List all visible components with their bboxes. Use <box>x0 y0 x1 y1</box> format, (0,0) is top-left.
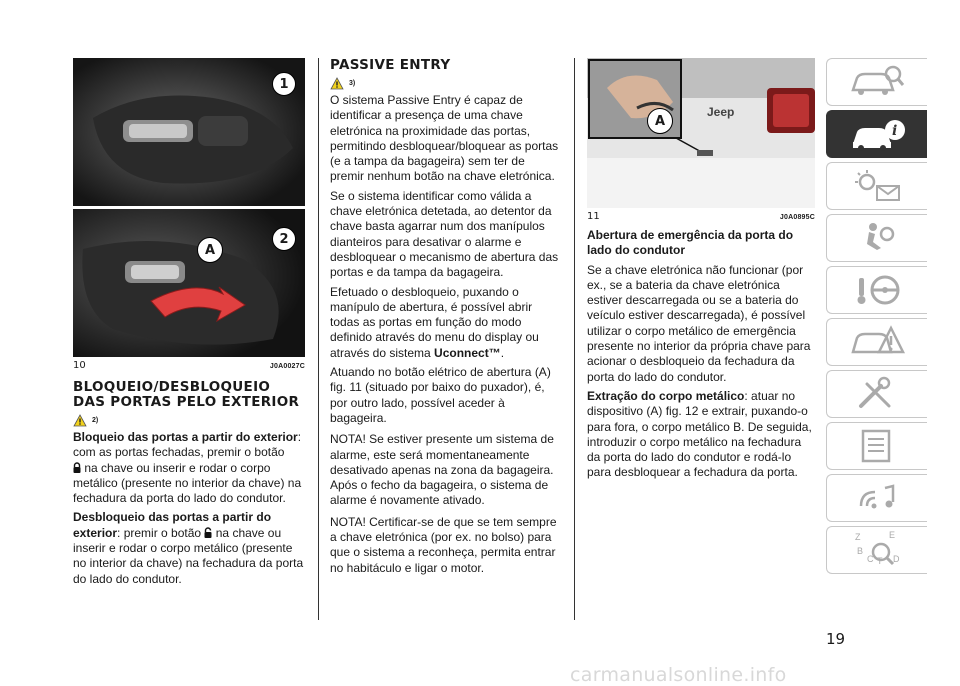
page-number: 19 <box>826 630 846 648</box>
figure-caption <box>587 211 815 222</box>
warning-reference: 3) <box>330 75 562 91</box>
tab-alphabetical-index[interactable] <box>826 526 927 574</box>
figure-10 <box>73 58 305 371</box>
warning-lights-icon <box>847 168 907 204</box>
watermark: carmanualsonline.info <box>570 664 787 686</box>
tailgate-illustration <box>587 58 815 208</box>
callout-A: A <box>197 237 223 263</box>
paragraph-passive-entry-valid-key: Se o sistema identificar como válida a chave eletrónica detetada, ao detentor da chave basta agarrar num dos manípulos dianteiros para desativar o alarme e desbloquear o mecanismo de abertura das portas e da tampa da bagageira. <box>330 188 559 280</box>
index-letter: C <box>867 554 874 564</box>
index-letter: Z <box>855 532 861 542</box>
tab-starting-driving[interactable] <box>826 266 927 314</box>
door-handle-illustration-bottom <box>73 209 305 357</box>
paragraph-locking: Bloqueio das portas a partir do exterior: com as portas fechadas, premir o botão na chave ou inserir e rodar o corpo metálico (presente no interior da chave) na fechadura da porta do lado do condutor. <box>73 430 302 506</box>
paragraph-note-key: NOTA! Certificar-se de que se tem sempre a chave eletrónica (por ex. no bolso) para que o sistema a reconheça, permita entrar no habitáculo e ligar o motor. <box>330 514 557 575</box>
lock-closed-icon <box>73 462 81 473</box>
tailgate-photo <box>587 58 815 208</box>
callout-2: 2 <box>272 227 296 251</box>
index-letter: D <box>893 554 900 564</box>
chapter-sidebar <box>826 58 927 578</box>
column-middle <box>330 58 562 580</box>
tab-technical-data[interactable] <box>826 422 927 470</box>
steering-wheel-icon <box>847 272 907 308</box>
warning-triangle-icon <box>330 77 344 90</box>
callout-1: 1 <box>272 72 296 96</box>
paragraph-boot-button: Atuando no botão elétrico de abertura (A) fig. 11 (situado por baixo do puxador), é, por outro lado, possível aceder à bagageira. <box>330 365 551 425</box>
warning-reference: 2) <box>73 412 305 428</box>
index-letter: E <box>889 530 896 540</box>
warning-triangle-icon <box>73 414 87 427</box>
section-heading-exterior-locking: BLOQUEIO/DESBLOQUEIO DAS PORTAS PELO EXTERIOR <box>73 379 300 410</box>
paragraph-note-alarm: NOTA! Se estiver presente um sistema de alarme, este será momentaneamente desativado apenas na zona da bagageira. Após o fecho da bagageira, o sistema de alarme é novamente ativado. <box>330 432 554 508</box>
tools-icon <box>847 376 907 412</box>
tab-emergency[interactable] <box>826 318 927 366</box>
paragraph-passive-entry-unlock: Efetuado o desbloqueio, puxando o manípulo de abertura, é possível abrir todas as portas em função do modo definido através do menu do display ou através do sistema Uconnect™. <box>330 284 539 360</box>
figure-number: 10 <box>73 360 86 371</box>
column-right <box>587 58 815 485</box>
car-search-icon <box>847 64 907 100</box>
door-handle-photo-bottom <box>73 209 305 357</box>
car-info-icon <box>847 116 907 152</box>
tab-safety[interactable] <box>826 214 927 262</box>
multimedia-icon <box>847 480 907 516</box>
subheading-emergency-opening: Abertura de emergência da porta do lado do condutor <box>587 228 794 258</box>
index-letter: B <box>857 546 864 556</box>
column-divider <box>318 58 319 620</box>
svg-text:i: i <box>892 123 898 139</box>
svg-text:Jeep: Jeep <box>707 105 735 119</box>
section-heading-passive-entry: PASSIVE ENTRY <box>330 57 451 73</box>
paragraph-metal-insert-extraction: Extração do corpo metálico: atuar no dispositivo (A) fig. 12 e extrair, puxando-o para fora, o corpo metálico B. De seguida, introduzir o corpo metálico na fechadura da porta do lado do condutor e rodá-lo para desbloquear a fechadura da porta. <box>587 388 812 480</box>
tab-multimedia[interactable] <box>826 474 927 522</box>
figure-code: J0A0027C <box>269 363 305 370</box>
figure-number: 11 <box>587 211 600 222</box>
paragraph-unlocking: Desbloqueio das portas a partir do exterior: premir o botão na chave ou inserir e rodar o corpo metálico (presente no interior da chave) na fechadura da porta do lado do condutor. <box>73 510 304 586</box>
warning-triangle-icon <box>847 324 907 360</box>
paragraph-emergency-opening: Se a chave eletrónica não funcionar (por ex., se a bateria da chave eletrónica estiver descarregada ou se a bateria do veículo estiver descarregada), é possível utilizar o corpo metálico de emergência presente no interior da própria chave para acionar o desbloqueio da fechadura da porta do lado do condutor. <box>587 262 811 384</box>
paragraph-passive-entry-intro: O sistema Passive Entry é capaz de identificar a presença de uma chave eletrónica na proximidade das portas, permitindo desbloquear/bloquear as portas (e a tampa da bagageira) sem ter de premir nenhum botão na chave eletrónica. <box>330 93 559 184</box>
index-letter: T <box>877 556 883 566</box>
door-handle-photo-top <box>73 58 305 206</box>
tab-getting-to-know[interactable] <box>826 58 927 106</box>
tab-knowing-vehicle[interactable] <box>826 110 927 158</box>
figure-code: J0A0895C <box>779 214 815 221</box>
callout-A: A <box>647 108 673 134</box>
tab-warning-lights[interactable] <box>826 162 927 210</box>
airbag-seat-icon <box>847 220 907 256</box>
door-handle-illustration-top <box>73 58 305 206</box>
specifications-icon <box>847 428 907 464</box>
figure-caption <box>73 360 305 371</box>
column-divider <box>574 58 575 620</box>
column-left <box>73 58 305 591</box>
figure-11 <box>587 58 815 222</box>
tab-maintenance[interactable] <box>826 370 927 418</box>
